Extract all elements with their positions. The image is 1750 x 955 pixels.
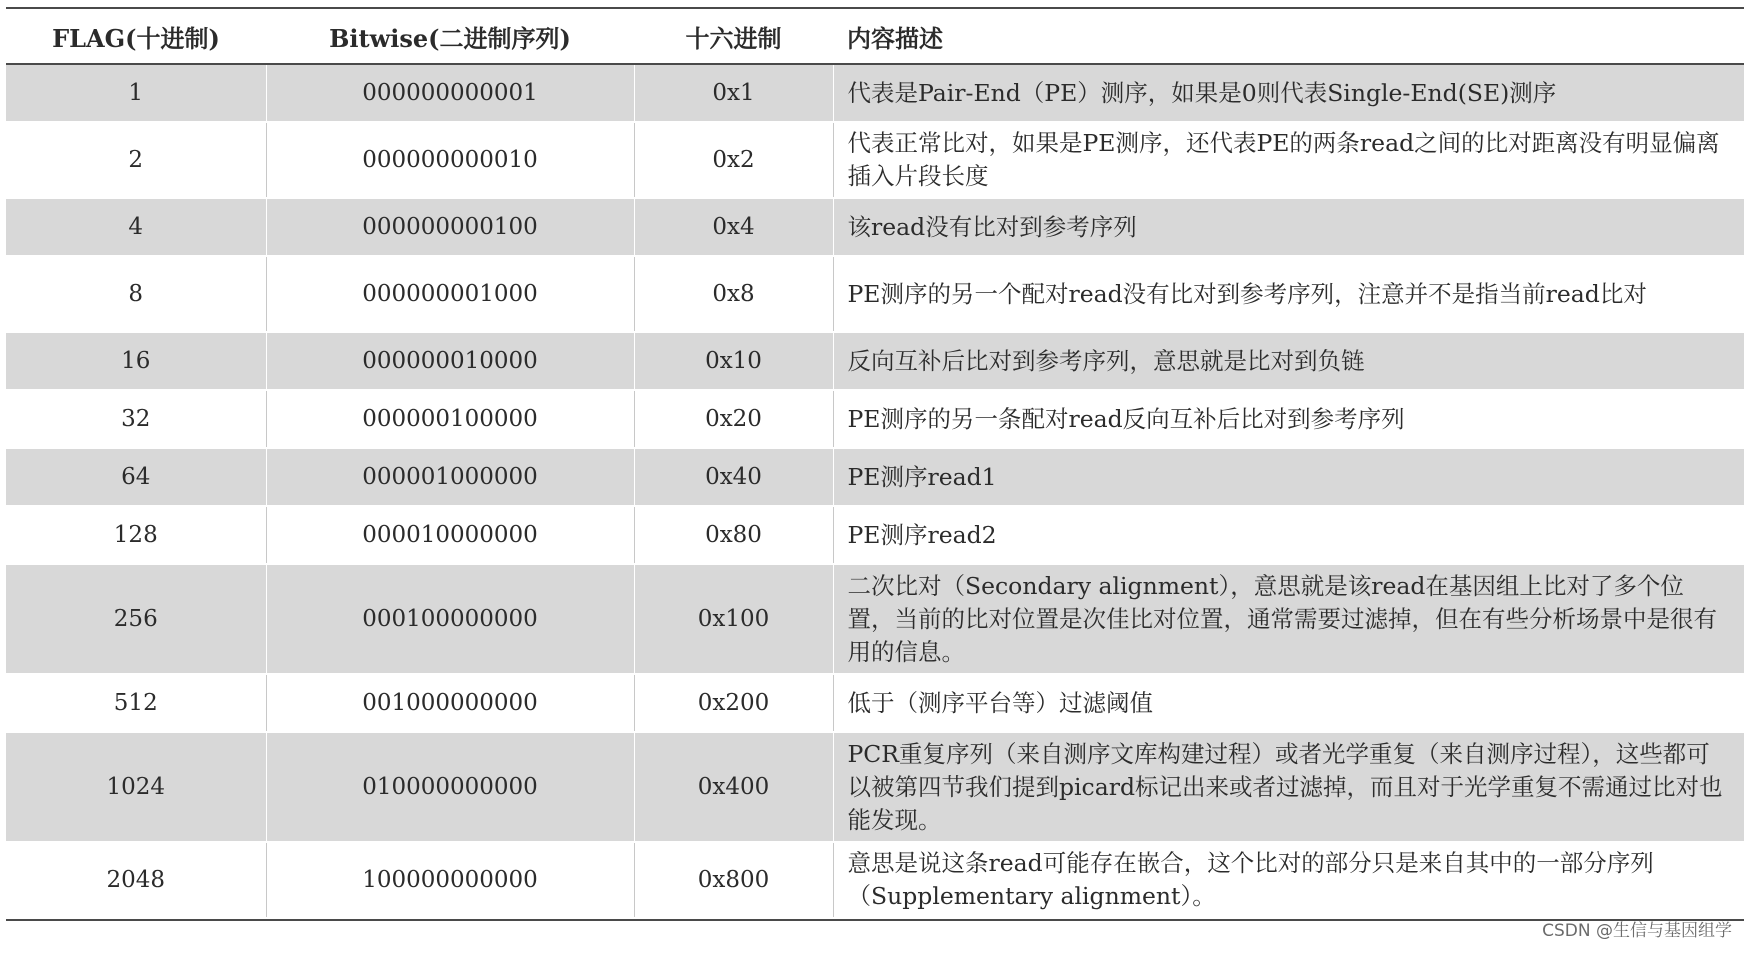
hex-cell: 0x80 bbox=[634, 506, 833, 564]
bitwise-cell: 100000000000 bbox=[266, 842, 634, 918]
table-row bbox=[6, 674, 1744, 732]
flag-cell: 4 bbox=[6, 198, 266, 256]
hex-cell: 0x400 bbox=[634, 732, 833, 842]
hex-cell: 0x200 bbox=[634, 674, 833, 732]
description-cell: PCR重复序列（来自测序文库构建过程）或者光学重复（来自测序过程），这些都可以被第四节我们提到picard标记出来或者过滤掉，而且对于光学重复不需通过比对也能发现。 bbox=[833, 732, 1744, 842]
bitwise-cell: 000001000000 bbox=[266, 448, 634, 506]
bitwise-cell: 000000000010 bbox=[266, 122, 634, 198]
bitwise-cell: 000100000000 bbox=[266, 564, 634, 674]
hex-cell: 0x4 bbox=[634, 198, 833, 256]
bitwise-cell: 000010000000 bbox=[266, 506, 634, 564]
table-row bbox=[6, 506, 1744, 564]
header-bitwise: Bitwise(二进制序列) bbox=[266, 9, 634, 64]
flag-cell: 1024 bbox=[6, 732, 266, 842]
flag-cell: 256 bbox=[6, 564, 266, 674]
description-cell: PE测序的另一条配对read反向互补后比对到参考序列 bbox=[833, 390, 1744, 448]
description-cell: 代表正常比对，如果是PE测序，还代表PE的两条read之间的比对距离没有明显偏离插入片段长度 bbox=[833, 122, 1744, 198]
table-row bbox=[6, 390, 1744, 448]
description-cell: 代表是Pair-End（PE）测序，如果是0则代表Single-End(SE)测序 bbox=[833, 64, 1744, 122]
description-cell: 该read没有比对到参考序列 bbox=[833, 198, 1744, 256]
flag-cell: 8 bbox=[6, 256, 266, 332]
hex-cell: 0x8 bbox=[634, 256, 833, 332]
bitwise-cell: 000000100000 bbox=[266, 390, 634, 448]
bitwise-cell: 000000000001 bbox=[266, 64, 634, 122]
description-cell: 意思是说这条read可能存在嵌合，这个比对的部分只是来自其中的一部分序列（Supplementary alignment）。 bbox=[833, 842, 1744, 918]
description-cell: PE测序read2 bbox=[833, 506, 1744, 564]
hex-cell: 0x20 bbox=[634, 390, 833, 448]
table-row bbox=[6, 332, 1744, 390]
flag-cell: 64 bbox=[6, 448, 266, 506]
flag-table-container bbox=[6, 7, 1744, 921]
table-row bbox=[6, 122, 1744, 198]
table-row bbox=[6, 64, 1744, 122]
bitwise-cell: 000000000100 bbox=[266, 198, 634, 256]
header-description: 内容描述 bbox=[833, 9, 1744, 64]
flag-cell: 1 bbox=[6, 64, 266, 122]
table-row bbox=[6, 256, 1744, 332]
flag-cell: 32 bbox=[6, 390, 266, 448]
bitwise-cell: 010000000000 bbox=[266, 732, 634, 842]
table-row bbox=[6, 732, 1744, 842]
description-cell: 反向互补后比对到参考序列，意思就是比对到负链 bbox=[833, 332, 1744, 390]
description-cell: 二次比对（Secondary alignment），意思就是该read在基因组上比对了多个位置，当前的比对位置是次佳比对位置，通常需要过滤掉，但在有些分析场景中是很有用的信息。 bbox=[833, 564, 1744, 674]
description-cell: PE测序read1 bbox=[833, 448, 1744, 506]
flag-cell: 16 bbox=[6, 332, 266, 390]
hex-cell: 0x1 bbox=[634, 64, 833, 122]
header-flag: FLAG(十进制) bbox=[6, 9, 266, 64]
header-hex: 十六进制 bbox=[634, 9, 833, 64]
table-row bbox=[6, 198, 1744, 256]
hex-cell: 0x800 bbox=[634, 842, 833, 918]
description-cell: PE测序的另一个配对read没有比对到参考序列，注意并不是指当前read比对 bbox=[833, 256, 1744, 332]
flag-cell: 512 bbox=[6, 674, 266, 732]
bitwise-cell: 001000000000 bbox=[266, 674, 634, 732]
description-cell: 低于（测序平台等）过滤阈值 bbox=[833, 674, 1744, 732]
csdn-watermark: CSDN @生信与基因组学 bbox=[1542, 921, 1732, 941]
flag-cell: 2048 bbox=[6, 842, 266, 918]
hex-cell: 0x100 bbox=[634, 564, 833, 674]
table-row bbox=[6, 448, 1744, 506]
hex-cell: 0x40 bbox=[634, 448, 833, 506]
table-header-row bbox=[6, 9, 1744, 64]
bitwise-cell: 000000001000 bbox=[266, 256, 634, 332]
hex-cell: 0x10 bbox=[634, 332, 833, 390]
bitwise-cell: 000000010000 bbox=[266, 332, 634, 390]
table-row bbox=[6, 842, 1744, 918]
table-row bbox=[6, 564, 1744, 674]
sam-flag-table bbox=[6, 9, 1744, 919]
hex-cell: 0x2 bbox=[634, 122, 833, 198]
flag-cell: 128 bbox=[6, 506, 266, 564]
flag-cell: 2 bbox=[6, 122, 266, 198]
